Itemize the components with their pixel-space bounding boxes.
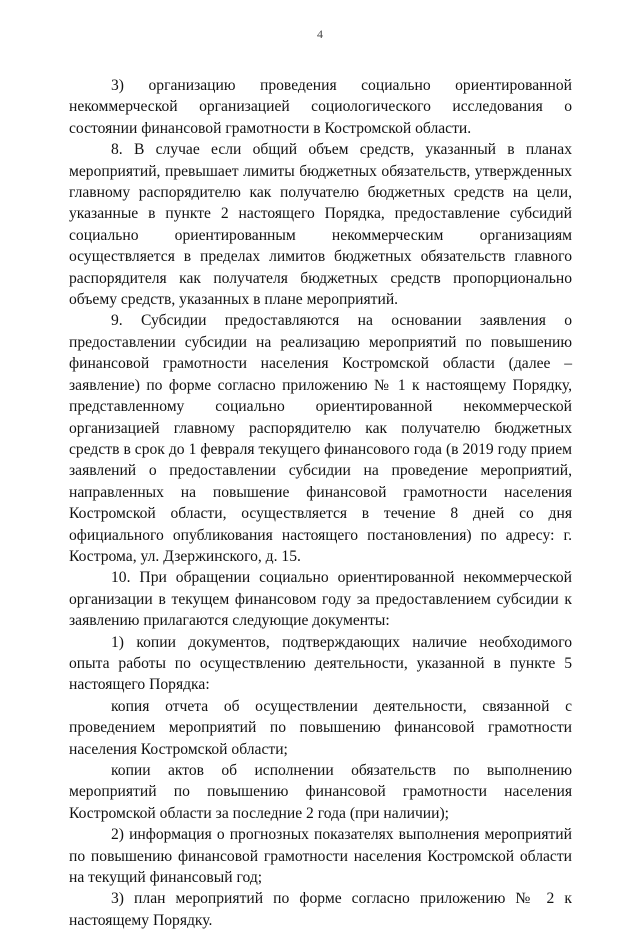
- paragraph-item-2: 2) информация о прогнозных показателях выполнения мероприятий по повышению финансовой грамотности населения Костромской области на текущий финансовый год;: [69, 826, 572, 887]
- page-number: 4: [317, 27, 323, 41]
- paragraph-item-3: 3) организацию проведения социально ориентированной некоммерческой организацией социологического исследования о состоянии финансовой грамотности в Костромской области.: [69, 77, 572, 137]
- paragraph-point-9: 9. Субсидии предоставляются на основании заявления о предоставлении субсидии на реализацию мероприятий по повышению финансовой грамотности населения Костромской области (далее – заявление) по форме согласно приложению № 1 к настоящему Порядку, представленному социально ориентированной некоммерческой организацией главному распорядителю как получателю бюджетных средств в срок до 1 февраля текущего финансового года (в 2019 году прием заявлений о предоставлении субсидии на проведение мероприятий, направленных на повышение финансовой грамотности населения Костромской области, осуществляется в течение 8 дней со дня официального опубликования настоящего постановления) по адресу: г. Кострома, ул. Дзержинского, д. 15.: [69, 312, 572, 565]
- paragraph-point-8: 8. В случае если общий объем средств, указанный в планах мероприятий, превышает лимиты бюджетных обязательств, утвержденных главному распорядителю как получателю бюджетных средств на цели, указанные в пункте 2 настоящего Порядка, предоставление субсидий социально ориентированным некоммерческим организациям осуществляется в пределах лимитов бюджетных обязательств главного распорядителя как получателя бюджетных средств пропорционально объему средств, указанных в плане мероприятий.: [69, 141, 572, 309]
- paragraph-item-1: 1) копии документов, подтверждающих наличие необходимого опыта работы по осуществлению деятельности, указанной в пункте 5 настоящего Порядка:: [69, 633, 572, 694]
- paragraph-point-10: 10. При обращении социально ориентированной некоммерческой организации в текущем финансовом году за предоставлением субсидии к заявлению прилагаются следующие документы:: [69, 569, 572, 630]
- document-body: [69, 75, 572, 931]
- paragraph-item-3-plan: 3) план мероприятий по форме согласно приложению № 2 к настоящему Порядку.: [69, 890, 572, 929]
- paragraph-acts-copy: копии актов об исполнении обязательств по выполнению мероприятий по повышению финансовой грамотности населения Костромской области за последние 2 года (при наличии);: [69, 762, 572, 822]
- paragraph-report-copy: копия отчета об осуществлении деятельности, связанной с проведением мероприятий по повышению финансовой грамотности населения Костромской области;: [69, 697, 572, 758]
